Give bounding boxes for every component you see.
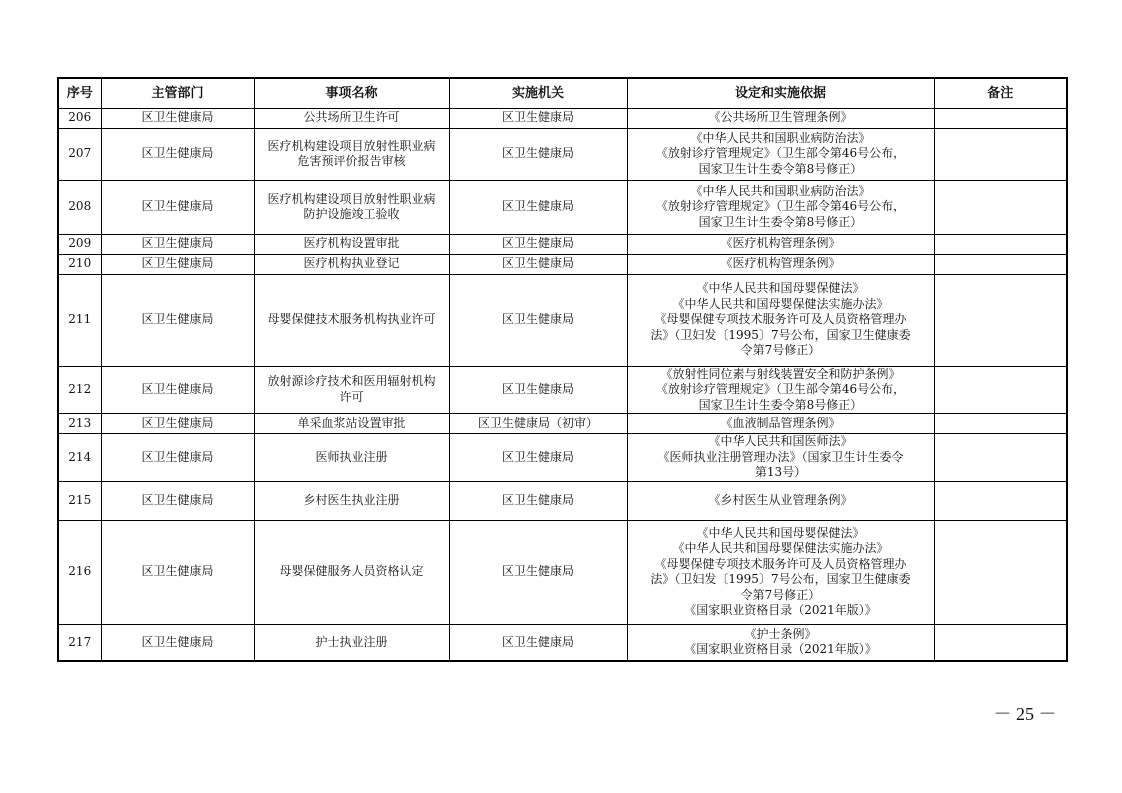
basis-line: 《放射诊疗管理规定》（卫生部令第46号公布，: [655, 382, 906, 396]
agency-cell: 区卫生健康局: [449, 434, 627, 482]
item-name-cell: 母婴保健服务人员资格认定: [254, 520, 449, 624]
basis-line: 法》（卫妇发〔1995〕7号公布，国家卫生健康委: [650, 572, 911, 586]
basis-line: 《母婴保健专项技术服务许可及人员资格管理办: [654, 312, 907, 327]
table-row: [58, 254, 1067, 274]
serial-number-cell: 212: [58, 366, 101, 414]
basis-line: 《护士条例》: [744, 626, 817, 641]
basis-cell: [627, 108, 934, 128]
item-name-cell: 放射源诊疗技术和医用辐射机构许可: [254, 366, 449, 414]
department-cell: 区卫生健康局: [101, 128, 254, 180]
basis-line: 《母婴保健专项技术服务许可及人员资格管理办: [654, 556, 907, 571]
basis-line: 国家卫生计生委令第8号修正）: [698, 397, 863, 412]
table-header-row: [58, 78, 1067, 108]
item-name-cell: 医疗机构建设项目放射性职业病危害预评价报告审核: [254, 128, 449, 180]
item-name-cell: 公共场所卫生许可: [254, 108, 449, 128]
basis-line: 令第7号修正）: [740, 343, 821, 358]
basis-line: 《中华人民共和国医师法》: [708, 434, 853, 448]
basis-cell: [627, 481, 934, 520]
department-cell: 区卫生健康局: [101, 108, 254, 128]
basis-line: 《国家职业资格目录（2021年版）》: [684, 603, 877, 617]
item-name-cell: 医师执业注册: [254, 434, 449, 482]
basis-line: 《中华人民共和国母婴保健法》: [696, 525, 865, 540]
note-cell: [934, 520, 1067, 624]
note-cell: [934, 234, 1067, 254]
header-basis: 设定和实施依据: [627, 78, 934, 108]
department-cell: 区卫生健康局: [101, 180, 254, 234]
department-cell: 区卫生健康局: [101, 274, 254, 366]
agency-cell: 区卫生健康局: [449, 234, 627, 254]
header-item-name: 事项名称: [254, 78, 449, 108]
basis-cell: [627, 414, 934, 434]
item-name-cell: 乡村医生执业注册: [254, 481, 449, 520]
serial-number-cell: 215: [58, 481, 101, 520]
agency-cell: 区卫生健康局: [449, 481, 627, 520]
header-note: 备注: [934, 78, 1067, 108]
agency-cell: 区卫生健康局: [449, 180, 627, 234]
department-cell: 区卫生健康局: [101, 520, 254, 624]
agency-cell: 区卫生健康局（初审）: [449, 414, 627, 434]
serial-number-cell: 208: [58, 180, 101, 234]
basis-cell: [627, 180, 934, 234]
basis-line: 《放射诊疗管理规定》（卫生部令第46号公布，: [655, 199, 906, 214]
basis-cell: [627, 254, 934, 274]
basis-cell: [627, 234, 934, 254]
agency-cell: 区卫生健康局: [449, 274, 627, 366]
basis-cell: [627, 520, 934, 624]
page-number: － 25 －: [993, 704, 1057, 724]
table-row: [58, 624, 1067, 661]
note-cell: [934, 108, 1067, 128]
note-cell: [934, 481, 1067, 520]
note-cell: [934, 180, 1067, 234]
basis-line: 《放射性同位素与射线装置安全和防护条例》: [660, 366, 901, 381]
serial-number-cell: 216: [58, 520, 101, 624]
basis-line: 《中华人民共和国职业病防治法》: [690, 130, 871, 145]
basis-line: 《国家职业资格目录（2021年版）》: [684, 642, 877, 657]
table-row: [58, 434, 1067, 482]
agency-cell: 区卫生健康局: [449, 366, 627, 414]
table-row: [58, 234, 1067, 254]
serial-number-cell: 211: [58, 274, 101, 366]
basis-line: 《中华人民共和国职业病防治法》: [690, 183, 871, 198]
basis-cell: [627, 274, 934, 366]
basis-cell: [627, 128, 934, 180]
note-cell: [934, 624, 1067, 661]
department-cell: 区卫生健康局: [101, 254, 254, 274]
basis-cell: [627, 624, 934, 661]
basis-line: 《医师执业注册管理办法》（国家卫生计生委令: [657, 449, 904, 464]
agency-cell: 区卫生健康局: [449, 520, 627, 624]
basis-line: 令第7号修正）: [740, 587, 821, 602]
table-row: [58, 128, 1067, 180]
basis-line: 《放射诊疗管理规定》（卫生部令第46号公布，: [655, 146, 906, 161]
item-name-cell: 护士执业注册: [254, 624, 449, 661]
serial-number-cell: 213: [58, 414, 101, 434]
header-agency: 实施机关: [449, 78, 627, 108]
basis-line: 《中华人民共和国母婴保健法实施办法》: [672, 296, 889, 311]
basis-cell: [627, 434, 934, 482]
header-serial-number: 序号: [58, 78, 101, 108]
table-row: [58, 520, 1067, 624]
basis-line: 《乡村医生从业管理条例》: [708, 492, 853, 507]
department-cell: 区卫生健康局: [101, 414, 254, 434]
note-cell: [934, 434, 1067, 482]
agency-cell: 区卫生健康局: [449, 254, 627, 274]
serial-number-cell: 206: [58, 108, 101, 128]
serial-number-cell: 210: [58, 254, 101, 274]
department-cell: 区卫生健康局: [101, 434, 254, 482]
note-cell: [934, 254, 1067, 274]
table-row: [58, 108, 1067, 128]
serial-number-cell: 207: [58, 128, 101, 180]
note-cell: [934, 274, 1067, 366]
basis-line: 《血液制品管理条例》: [720, 415, 841, 430]
basis-line: 第13号）: [754, 465, 807, 479]
basis-line: 《医疗机构管理条例》: [720, 236, 841, 251]
item-name-cell: 母婴保健技术服务机构执业许可: [254, 274, 449, 366]
basis-line: 《医疗机构管理条例》: [720, 256, 841, 271]
note-cell: [934, 414, 1067, 434]
item-table: [57, 77, 1068, 662]
header-department: 主管部门: [101, 78, 254, 108]
department-cell: 区卫生健康局: [101, 481, 254, 520]
table-body: [58, 108, 1067, 661]
table-row: [58, 274, 1067, 366]
basis-line: 国家卫生计生委令第8号修正）: [698, 161, 863, 176]
note-cell: [934, 366, 1067, 414]
basis-line: 《中华人民共和国母婴保健法实施办法》: [672, 541, 889, 555]
item-name-cell: 医疗机构执业登记: [254, 254, 449, 274]
item-name-cell: 医疗机构设置审批: [254, 234, 449, 254]
serial-number-cell: 214: [58, 434, 101, 482]
basis-line: 《中华人民共和国母婴保健法》: [696, 281, 865, 296]
table-row: [58, 366, 1067, 414]
item-name-cell: 单采血浆站设置审批: [254, 414, 449, 434]
table-row: [58, 180, 1067, 234]
basis-cell: [627, 366, 934, 414]
department-cell: 区卫生健康局: [101, 234, 254, 254]
serial-number-cell: 217: [58, 624, 101, 661]
table-row: [58, 481, 1067, 520]
table-row: [58, 414, 1067, 434]
basis-line: 《公共场所卫生管理条例》: [708, 110, 853, 125]
note-cell: [934, 128, 1067, 180]
department-cell: 区卫生健康局: [101, 624, 254, 661]
item-name-cell: 医疗机构建设项目放射性职业病防护设施竣工验收: [254, 180, 449, 234]
basis-line: 国家卫生计生委令第8号修正）: [698, 214, 863, 229]
agency-cell: 区卫生健康局: [449, 108, 627, 128]
basis-line: 法》（卫妇发〔1995〕7号公布，国家卫生健康委: [650, 327, 911, 342]
agency-cell: 区卫生健康局: [449, 624, 627, 661]
serial-number-cell: 209: [58, 234, 101, 254]
agency-cell: 区卫生健康局: [449, 128, 627, 180]
department-cell: 区卫生健康局: [101, 366, 254, 414]
